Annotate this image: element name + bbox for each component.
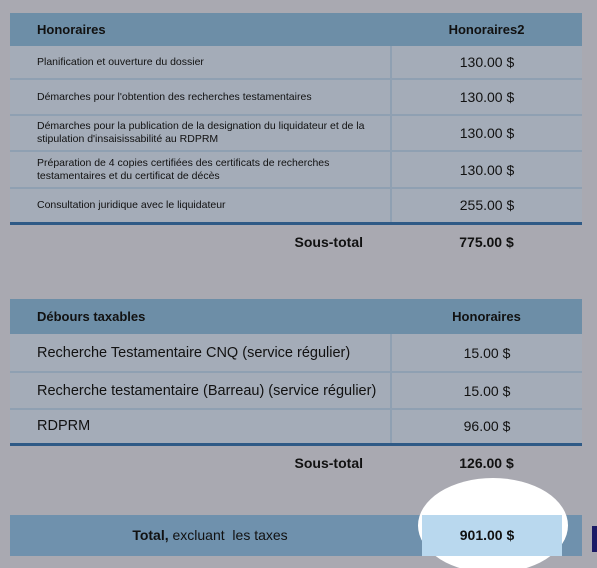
- row-amount: 130.00 $: [459, 89, 515, 105]
- total-value: 901.00 $: [459, 527, 515, 543]
- fees-header-row: [10, 13, 582, 46]
- row-label: Consultation juridique avec le liquidateur: [10, 188, 391, 223]
- fees-subtotal-row: [10, 223, 582, 259]
- row-label: Recherche Testamentaire CNQ (service régulier): [10, 334, 391, 372]
- row-amount: 255.00 $: [459, 197, 515, 214]
- subtotal-label: Sous-total: [294, 454, 363, 471]
- table-row: [10, 79, 582, 115]
- subtotal-label: Sous-total: [294, 233, 363, 250]
- row-amount: 130.00 $: [459, 125, 515, 141]
- row-label: Démarches pour la publication de la designation du liquidateur et de la stipulation d'insaisissabilité au RDPRM: [10, 115, 391, 151]
- total-label-rest: excluant les taxes: [168, 527, 288, 543]
- fees-col2-header: Honoraires2: [448, 22, 525, 37]
- disbursements-col2-header: Honoraires: [452, 309, 521, 324]
- row-amount: 130.00 $: [459, 54, 515, 70]
- total-label-bold: Total,: [132, 527, 169, 543]
- disbursements-table: [10, 299, 582, 480]
- table-row: [10, 46, 582, 79]
- row-label: Recherche testamentaire (Barreau) (service régulier): [10, 372, 391, 409]
- edge-mark: [592, 526, 597, 552]
- disbursements-subtotal-row: [10, 444, 582, 480]
- disbursements-col1-header: Débours taxables: [37, 309, 146, 324]
- table-row: [10, 334, 582, 372]
- subtotal-value: 775.00 $: [459, 233, 514, 250]
- row-label: Préparation de 4 copies certifiées des certificats de recherches testamentaires et du certificat de décès: [10, 151, 391, 188]
- fees-table: [10, 13, 582, 259]
- table-row: [10, 151, 582, 188]
- table-row: [10, 372, 582, 409]
- row-label: Démarches pour l'obtention des recherches testamentaires: [10, 79, 391, 115]
- row-amount: 15.00 $: [463, 344, 511, 361]
- table-row: [10, 409, 582, 444]
- row-label: RDPRM: [10, 409, 391, 444]
- subtotal-value: 126.00 $: [459, 454, 514, 471]
- total-label: [10, 515, 410, 556]
- disbursements-header-row: [10, 299, 582, 334]
- row-label: Planification et ouverture du dossier: [10, 46, 391, 79]
- row-amount: 130.00 $: [459, 161, 515, 178]
- row-amount: 15.00 $: [463, 382, 511, 399]
- row-amount: 96.00 $: [463, 418, 511, 435]
- table-row: [10, 115, 582, 151]
- table-row: [10, 188, 582, 223]
- fees-col1-header: Honoraires: [37, 22, 106, 37]
